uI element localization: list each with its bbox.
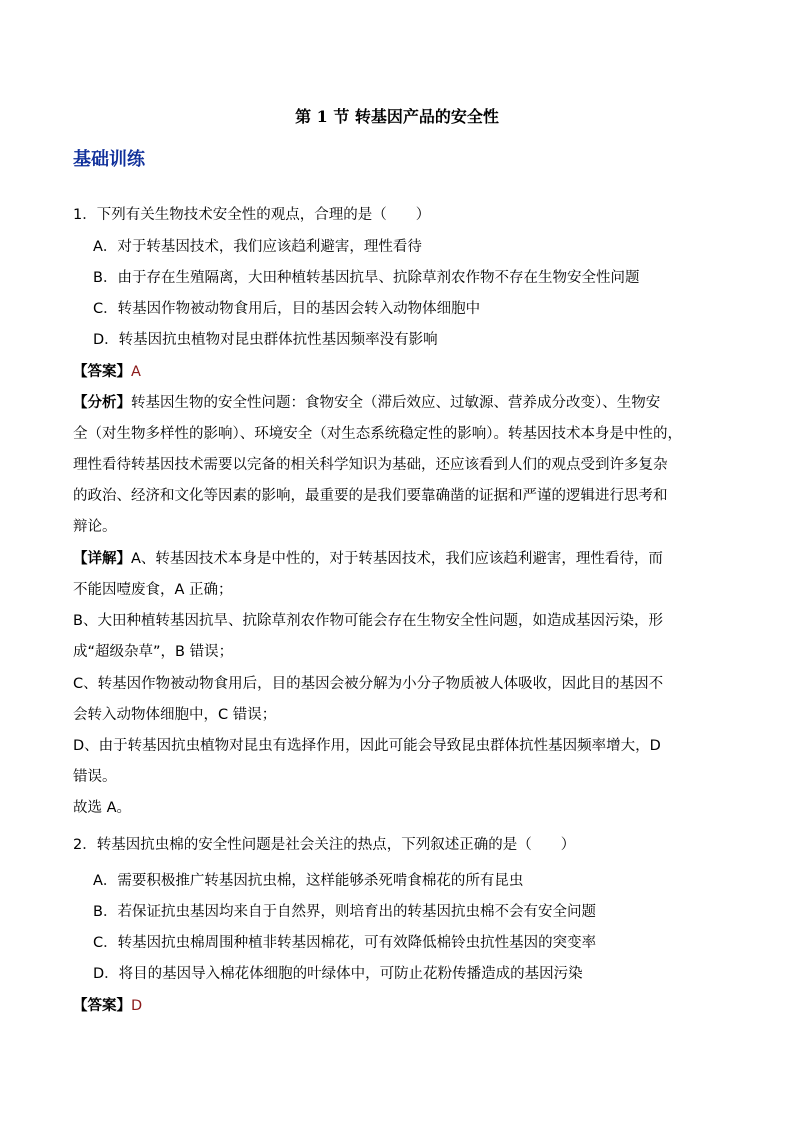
question-2-stem: 2．转基因抗虫棉的安全性问题是社会关注的热点，下列叙述正确的是（ ） — [73, 837, 576, 853]
detail-line-c1: C、转基因作物被动物食用后，目的基因会被分解为小分子物质被人体吸收，因此目的基因不 — [73, 676, 664, 692]
analysis-line-4: 的政治、经济和文化等因素的影响，最重要的是我们要靠确凿的证据和严谨的逻辑进行思考和 — [73, 488, 668, 504]
question-2-answer — [73, 995, 723, 1017]
question-1-option-c: C．转基因作物被动物食用后，目的基因会转入动物体细胞中 — [93, 301, 481, 317]
answer-value: A — [131, 364, 141, 380]
analysis-line-1 — [73, 392, 723, 414]
question-1-option-a: A．对于转基因技术，我们应该趋利避害，理性看待 — [93, 239, 422, 255]
answer-tag: 【答案】 — [73, 364, 131, 380]
detail-line-d1: D、由于转基因抗虫植物对昆虫有选择作用，因此可能会导致昆虫群体抗性基因频率增大，D — [73, 738, 661, 754]
conclusion: 故选 A。 — [73, 800, 132, 816]
question-2-option-c: C．转基因抗虫棉周围种植非转基因棉花，可有效降低棉铃虫抗性基因的突变率 — [93, 935, 597, 951]
question-1-option-d: D．转基因抗虫植物对昆虫群体抗性基因频率没有影响 — [93, 332, 438, 348]
analysis-line-2: 全（对生物多样性的影响）、环境安全（对生态系统稳定性的影响）。转基因技术本身是中性的， — [73, 426, 682, 442]
analysis-line-5: 辩论。 — [73, 519, 117, 535]
question-2-option-b: B．若保证抗虫基因均来自于自然界，则培育出的转基因抗虫棉不会有安全问题 — [93, 904, 596, 920]
detail-line-a1 — [73, 548, 723, 570]
answer-value: D — [131, 998, 143, 1014]
question-1-option-b: B．由于存在生殖隔离，大田种植转基因抗旱、抗除草剂农作物不存在生物安全性问题 — [93, 270, 640, 286]
question-1-stem: 1．下列有关生物技术安全性的观点，合理的是（ ） — [73, 207, 431, 223]
detail-line-b1: B、大田种植转基因抗旱、抗除草剂农作物可能会存在生物安全性问题，如造成基因污染，形 — [73, 613, 663, 629]
analysis-text-1: 转基因生物的安全性问题：食物安全（滞后效应、过敏源、营养成分改变）、生物安 — [131, 395, 661, 411]
question-1-answer — [73, 361, 723, 383]
question-2-option-a: A．需要积极推广转基因抗虫棉，这样能够杀死啃食棉花的所有昆虫 — [93, 873, 524, 889]
detail-line-a2: 不能因噎废食，A 正确； — [73, 582, 233, 598]
page-title: 第 1 节 转基因产品的安全性 — [295, 107, 499, 126]
detail-line-b2: 成“超级杂草”，B 错误； — [73, 644, 234, 660]
detail-line-d2: 错误。 — [73, 769, 117, 785]
answer-tag: 【答案】 — [73, 998, 131, 1014]
detail-line-c2: 会转入动物体细胞中，C 错误； — [73, 707, 277, 723]
analysis-tag: 【分析】 — [73, 395, 131, 411]
detail-tag: 【详解】 — [73, 551, 131, 567]
section-heading: 基础训练 — [73, 149, 145, 170]
detail-text-a1: A、转基因技术本身是中性的，对于转基因技术，我们应该趋利避害，理性看待，而 — [131, 551, 663, 567]
analysis-line-3: 理性看待转基因技术需要以完备的相关科学知识为基础，还应该看到人们的观点受到许多复杂 — [73, 457, 668, 473]
question-2-option-d: D．将目的基因导入棉花体细胞的叶绿体中，可防止花粉传播造成的基因污染 — [93, 966, 583, 982]
